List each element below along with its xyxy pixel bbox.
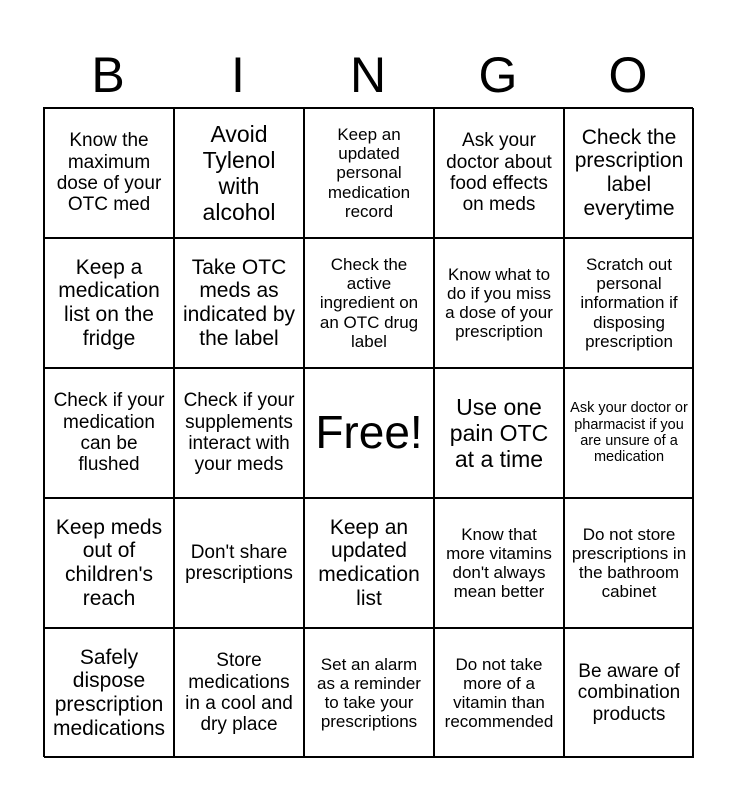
bingo-cell[interactable]: Keep meds out of children's reach [44, 498, 174, 628]
bingo-header [43, 44, 693, 106]
bingo-cell[interactable]: Ask your doctor or pharmacist if you are unsure of a medication [564, 368, 694, 498]
bingo-card-grid [43, 107, 693, 757]
bingo-cell[interactable]: Know the maximum dose of your OTC med [44, 108, 174, 238]
bingo-cell[interactable]: Use one pain OTC at a time [434, 368, 564, 498]
bingo-cell[interactable]: Avoid Tylenol with alcohol [174, 108, 304, 238]
header-letter-b: B [91, 47, 125, 103]
bingo-cell[interactable]: Don't share prescriptions [174, 498, 304, 628]
free-space-cell[interactable]: Free! [304, 368, 434, 498]
bingo-cell[interactable]: Know that more vitamins don't always mean better [434, 498, 564, 628]
bingo-cell[interactable]: Safely dispose prescription medications [44, 628, 174, 758]
bingo-cell[interactable]: Set an alarm as a reminder to take your prescriptions [304, 628, 434, 758]
header-letter-i: I [231, 47, 245, 103]
bingo-cell[interactable]: Be aware of combination products [564, 628, 694, 758]
bingo-cell[interactable]: Check the active ingredient on an OTC drug label [304, 238, 434, 368]
bingo-cell[interactable]: Take OTC meds as indicated by the label [174, 238, 304, 368]
bingo-cell[interactable]: Keep a medication list on the fridge [44, 238, 174, 368]
bingo-cell[interactable]: Check if your supplements interact with your meds [174, 368, 304, 498]
bingo-cell[interactable]: Keep an updated personal medication record [304, 108, 434, 238]
bingo-cell[interactable]: Scratch out personal information if disposing prescription [564, 238, 694, 368]
bingo-cell[interactable]: Keep an updated medication list [304, 498, 434, 628]
header-letter-o: O [608, 47, 648, 103]
bingo-cell[interactable]: Know what to do if you miss a dose of your prescription [434, 238, 564, 368]
bingo-cell[interactable]: Store medications in a cool and dry place [174, 628, 304, 758]
bingo-cell[interactable]: Do not take more of a vitamin than recommended [434, 628, 564, 758]
header-letter-g: G [478, 47, 518, 103]
bingo-cell[interactable]: Check the prescription label everytime [564, 108, 694, 238]
bingo-cell[interactable]: Ask your doctor about food effects on meds [434, 108, 564, 238]
bingo-cell[interactable]: Check if your medication can be flushed [44, 368, 174, 498]
header-letter-n: N [349, 47, 387, 103]
bingo-cell[interactable]: Do not store prescriptions in the bathroom cabinet [564, 498, 694, 628]
